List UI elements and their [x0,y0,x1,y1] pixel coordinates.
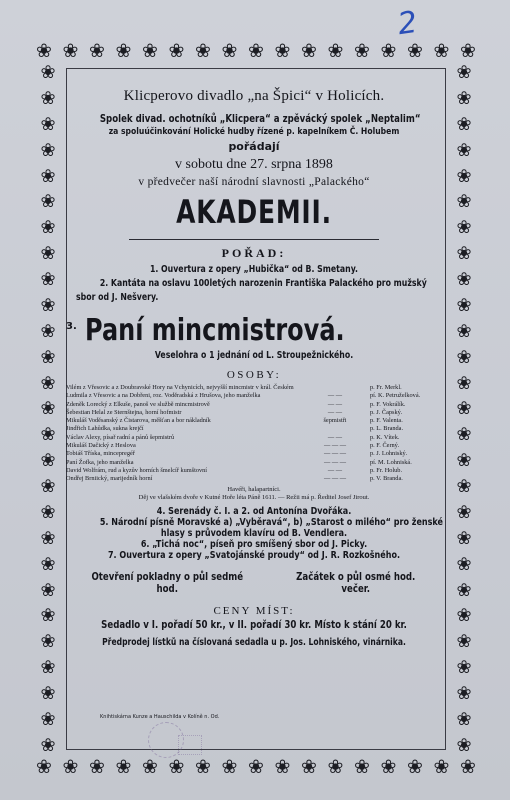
cast-dash: šepmistři [323,417,347,425]
cast-role: Tobiáš Tříska, mincepregéř [66,450,135,458]
cast-actor: p. L. Branda. [370,425,404,433]
border-flower-ornament: ❀ [195,756,211,778]
program-item-6: 6. „Tichá noc“, píseň pro smíšený sbor od J. Picky. [140,538,368,550]
prices-heading: CENY MÍST: [213,604,295,617]
border-flower-ornament: ❀ [142,756,158,778]
cast-actor: p. K. Vítek. [370,433,400,441]
cast-row [66,417,442,425]
border-flower-ornament: ❀ [40,527,56,548]
item-3-number: 3. [66,321,77,332]
program-heading: POŘAD: [221,246,287,260]
play-subtitle: Veselohra o 1 jednání od L. Stroupežnického. [154,350,354,361]
border-flower-ornament: ❀ [456,269,472,289]
border-flower-ornament: ❀ [40,501,56,522]
cast-note: Havéři, halapartníci. [227,485,281,493]
border-flower-ornament: ❀ [456,320,472,341]
border-flower-ornament: ❀ [89,40,105,62]
occasion: v předvečer naší národní slavnosti „Palackého“ [138,176,370,188]
cast-table [66,384,442,484]
border-flower-ornament: ❀ [456,191,472,212]
border-flower-ornament: ❀ [354,756,370,778]
border-flower-ornament: ❀ [456,87,472,108]
program-item-5: 5. Národní písně Moravské a) „Vyběravá“, b) „Starost o milého“ pro ženské [99,516,443,528]
cast-actor: pí. K. Petruželková. [370,392,421,400]
cast-row [66,475,442,483]
border-flower-ornament: ❀ [407,40,423,62]
cast-role: Mikuláš Voděsanský z Čistarova, měšťan a bor nákladník [66,417,211,425]
border-flower-ornament: ❀ [89,756,105,778]
cast-heading: OSOBY: [226,369,282,381]
border-flower-ornament: ❀ [456,527,472,548]
border-flower-ornament: ❀ [40,579,56,600]
border-flower-ornament: ❀ [456,605,472,626]
cast-row [66,392,442,400]
border-flower-ornament: ❀ [62,40,79,62]
border-flower-ornament: ❀ [40,734,56,755]
border-flower-ornament: ❀ [115,40,132,62]
cast-dash: — — — [323,458,347,466]
border-flower-ornament: ❀ [274,756,291,778]
border-flower-ornament: ❀ [40,683,56,703]
cast-actor: p. V. Branda. [370,475,403,483]
border-flower-ornament: ❀ [40,398,56,419]
cast-dash [300,425,370,433]
border-flower-ornament: ❀ [456,450,472,471]
border-flower-ornament: ❀ [456,579,472,600]
border-flower-ornament: ❀ [456,165,472,186]
border-flower-ornament: ❀ [456,424,472,445]
cast-role: Ondřej Brniický, marijedník horní [66,475,153,483]
cast-dash: — — — [323,475,347,483]
border-flower-ornament: ❀ [456,113,472,134]
program-item-7: 7. Ouvertura z opery „Svatojánské proudy“ od J. R. Rozkošného. [107,549,401,561]
cast-actor: p. J. Lohniský. [370,450,408,458]
border-flower-ornament: ❀ [40,476,56,496]
cast-dash: — — — [323,450,347,458]
border-flower-ornament: ❀ [40,139,56,160]
border-top-ornament [36,38,476,64]
poster-content [66,78,442,648]
cast-row [66,401,442,409]
times-row [66,571,442,595]
border-flower-ornament: ❀ [40,191,56,212]
cast-actor: pí. M. Lohniská. [370,458,412,466]
border-flower-ornament: ❀ [301,756,317,778]
program-item-5-cont: hlasy s průvodem klavíru od B. Vendlera. [160,527,348,539]
border-flower-ornament: ❀ [456,631,472,652]
cast-actor: p. F. Valenta. [370,417,403,425]
border-flower-ornament: ❀ [456,683,472,703]
event-title: AKADEMII. [176,193,332,231]
border-bottom-ornament [36,754,476,780]
cast-dash: — — [327,392,343,400]
border-flower-ornament: ❀ [456,346,472,367]
verb: pořádají [228,140,280,153]
border-flower-ornament: ❀ [195,40,211,62]
border-flower-ornament: ❀ [274,40,291,62]
border-flower-ornament: ❀ [36,40,52,62]
border-flower-ornament: ❀ [460,756,476,778]
border-flower-ornament: ❀ [380,756,397,778]
cast-role: David Wolfrám, rud a kyzův horních šmelcíř kumštovní [66,466,208,474]
cast-role: Ludmila z Vřesovic a na Dobřeni, roz. Vodĕradská z Hrušova, jeho manželka [66,392,261,400]
cast-dash: — — [327,433,343,441]
border-flower-ornament: ❀ [40,708,56,729]
border-flower-ornament: ❀ [40,631,56,652]
border-flower-ornament: ❀ [40,113,56,134]
cast-actor: p. Fr. Holub. [370,466,403,474]
border-flower-ornament: ❀ [456,243,472,264]
play-title-row [66,313,442,348]
cast-role: Zdeněk Lorecký z Elkuše, panoš ve službě mincmistrově [66,400,210,408]
border-flower-ornament: ❀ [40,165,56,186]
cast-role: Václav Alexy, písař radní a pánů šepmistrů [66,433,175,441]
border-flower-ornament: ❀ [40,269,56,289]
border-flower-ornament: ❀ [456,398,472,419]
program-item-4: 4. Serenády č. I. a 2. od Antonína Dvořáka. [156,505,352,517]
border-flower-ornament: ❀ [407,756,423,778]
border-flower-ornament: ❀ [40,424,56,445]
border-flower-ornament: ❀ [248,40,264,62]
cast-actor: p. F. Černý. [370,442,400,450]
border-flower-ornament: ❀ [327,756,344,778]
organizers: Spolek divad. ochotníků „Klicpera“ a zpěvácký spolek „Neptalim“ [99,113,421,125]
venue: Klicperovo divadlo „na Špici“ v Holicích. [123,88,385,104]
border-flower-ornament: ❀ [40,87,56,108]
border-flower-ornament: ❀ [380,40,397,62]
cast-row [66,467,442,475]
cast-role: Šebestian Helal ze Sternštejna, horní hofmistr [66,408,182,416]
program-item-1: 1. Ouvertura z opery „Hubička“ od B. Smetany. [149,264,359,275]
border-flower-ornament: ❀ [327,40,344,62]
border-flower-ornament: ❀ [40,62,56,82]
cast-row [66,425,442,433]
cast-row [66,450,442,458]
border-flower-ornament: ❀ [456,553,472,574]
cast-dash: — — [327,466,343,474]
cast-actor: p. F. Vokrálík. [370,400,406,408]
presale: Předprodej lístků na číslovaná sedadla u p. Jos. Lohniského, vinárnika. [102,636,406,648]
border-right-ornament [452,62,476,756]
border-flower-ornament: ❀ [40,346,56,367]
border-flower-ornament: ❀ [221,756,238,778]
border-flower-ornament: ❀ [168,756,185,778]
start-time: Začátek o půl osmé hod. večer. [295,570,415,595]
border-flower-ornament: ❀ [40,657,56,678]
border-flower-ornament: ❀ [301,40,317,62]
printer-imprint: Knihtiskárna Kunze a Hauschilda v Kolíně n. Od. [100,714,220,720]
cast-role: Mikuláš Dačický z Heslova [66,442,136,450]
handwritten-number: 2 [395,4,420,43]
border-flower-ornament: ❀ [456,217,472,238]
border-flower-ornament: ❀ [40,217,56,238]
border-flower-ornament: ❀ [433,40,450,62]
date: v sobotu dne 27. srpna 1898 [175,157,333,172]
border-flower-ornament: ❀ [248,756,264,778]
border-flower-ornament: ❀ [456,657,472,678]
cast-row [66,409,442,417]
program-item-2-cont: sbor od J. Nešvery. [76,292,159,303]
divider [129,239,379,240]
border-flower-ornament: ❀ [456,62,472,82]
border-flower-ornament: ❀ [40,553,56,574]
border-left-ornament [36,62,60,756]
cooperation: za spoluúčinkování Holické hudby řízené p. kapelníkem Č. Holubem [108,127,400,137]
cast-actor: p. Fr. Merkl. [370,384,402,391]
cast-dash [300,384,370,392]
border-flower-ornament: ❀ [115,756,132,778]
cast-row [66,384,442,392]
border-flower-ornament: ❀ [62,756,79,778]
border-flower-ornament: ❀ [221,40,238,62]
border-flower-ornament: ❀ [456,708,472,729]
cast-row [66,442,442,450]
border-flower-ornament: ❀ [456,372,472,393]
box-office-time: Otevření pokladny o půl sedmé hod. [91,570,244,595]
border-flower-ornament: ❀ [456,476,472,496]
border-flower-ornament: ❀ [36,756,52,778]
program-item-2: 2. Kantáta na oslavu 100letých narozenin Františka Palackého pro mužský [99,278,427,289]
border-flower-ornament: ❀ [456,734,472,755]
cast-actor: p. J. Čapský. [370,408,403,416]
cast-dash: — — [327,400,343,408]
border-flower-ornament: ❀ [40,605,56,626]
setting-note: Děj ve vlašském dvoře v Kutné Hoře léta Páně 1611. — Režii má p. Ředitel Josef Jirout. [138,493,370,501]
border-flower-ornament: ❀ [460,40,476,62]
cast-role: Paní Žofka, jeho manželka [66,458,134,466]
border-flower-ornament: ❀ [40,372,56,393]
border-flower-ornament: ❀ [142,40,158,62]
prices: Sedadlo v I. pořadí 50 kr., v II. pořadí 30 kr. Místo k stání 20 kr. [101,618,407,631]
library-stamp-mark [178,735,202,755]
border-flower-ornament: ❀ [40,243,56,264]
cast-role: Vilém z Vřesovic a z Doubravské Hory na Vchynicích, nejvyšší mincmistr v král. Českém [66,384,294,391]
cast-row [66,459,442,467]
border-flower-ornament: ❀ [433,756,450,778]
border-flower-ornament: ❀ [40,320,56,341]
cast-role: Jindřich Lahůdka, sukna krejčí [66,425,144,433]
border-flower-ornament: ❀ [456,139,472,160]
cast-dash: — — [327,408,343,416]
border-flower-ornament: ❀ [456,501,472,522]
border-flower-ornament: ❀ [456,294,472,315]
border-flower-ornament: ❀ [168,40,185,62]
border-flower-ornament: ❀ [40,450,56,471]
cast-dash: — — — [323,442,347,450]
play-title: Paní mincmistrová. [84,313,345,348]
border-flower-ornament: ❀ [40,294,56,315]
border-flower-ornament: ❀ [354,40,370,62]
cast-row [66,434,442,442]
